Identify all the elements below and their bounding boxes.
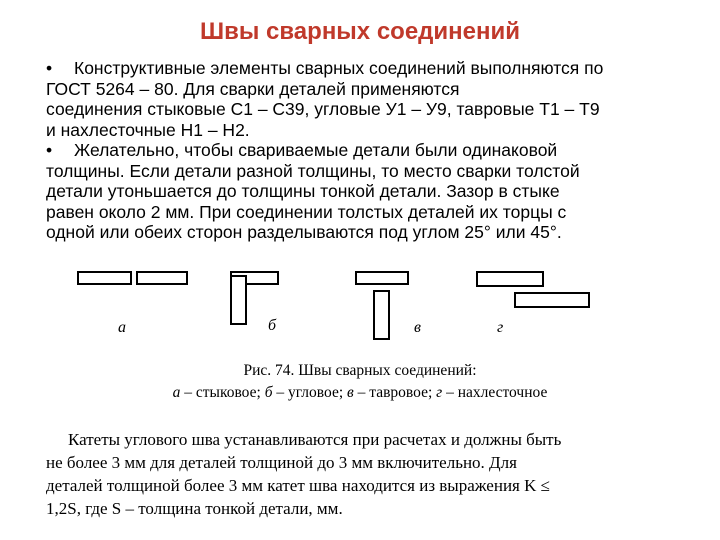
bullet-marker: • [46,58,53,78]
bullet-line: ГОСТ 5264 – 80. Для сварки деталей применяются [46,78,460,99]
caption-letter: а [172,384,181,401]
bullet-line: Желательно, чтобы свариваемые детали были одинаковой [74,140,558,160]
figure-caption-title: Рис. 74. Швы сварных соединений: [243,362,477,379]
caption-letter: в [347,384,354,401]
lap-joint-upper-plate [476,271,544,287]
paragraph-line: деталей толщиной более 3 мм катет шва находится из выражения K ≤ [46,476,550,495]
bullet-line: одной или обеих сторон разделываются под углом 25° или 45°. [46,222,562,242]
caption-text: – тавровое; [353,384,437,401]
caption-letter: б [264,384,273,401]
figure-label-a: а [118,319,126,336]
corner-joint-vertical-plate [230,275,247,325]
butt-joint-plate-right [136,271,188,285]
figure-label-g: г [497,319,504,336]
paragraph-line: 1,2S, где S – толщина тонкой детали, мм. [46,499,343,518]
caption-text: – стыковое; [180,384,265,401]
bullet-line: толщины. Если детали разной толщины, то место сварки толстой [46,160,580,181]
figure-label-b: б [268,317,277,334]
bullet-line: и нахлесточные Н1 – Н2. [46,119,250,140]
tee-joint-horizontal-plate [355,271,409,285]
caption-text: – угловое; [272,384,348,401]
weld-leg-paragraph [46,428,696,520]
bullet-line: равен около 2 мм. При соединении толстых деталей их торцы с [46,201,567,222]
bullet-list [46,58,696,243]
paragraph-line: не более 3 мм для деталей толщиной до 3 мм включительно. Для [46,453,517,472]
tee-joint-vertical-plate [373,290,390,340]
caption-text: – нахлесточное [442,384,548,401]
butt-joint-plate-left [77,271,132,285]
paragraph-line: Катеты углового шва устанавливаются при расчетах и должны быть [68,430,562,449]
bullet-line: Конструктивные элементы сварных соединений выполняются по [74,58,604,78]
caption-letter: г [436,384,443,401]
bullet-item-1 [46,58,696,140]
bullet-line: соединения стыковые С1 – С39, угловые У1 – У9, тавровые Т1 – Т9 [46,99,600,119]
bullet-item-2 [46,140,696,243]
bullet-line: детали утоньшается до толщины тонкой детали. Зазор в стыке [46,181,560,201]
slide-title: Швы сварных соединений [199,18,521,45]
bullet-marker: • [46,140,53,160]
figure-caption-legend [0,384,720,402]
lap-joint-lower-plate [514,292,590,308]
figure-label-v: в [414,319,421,336]
